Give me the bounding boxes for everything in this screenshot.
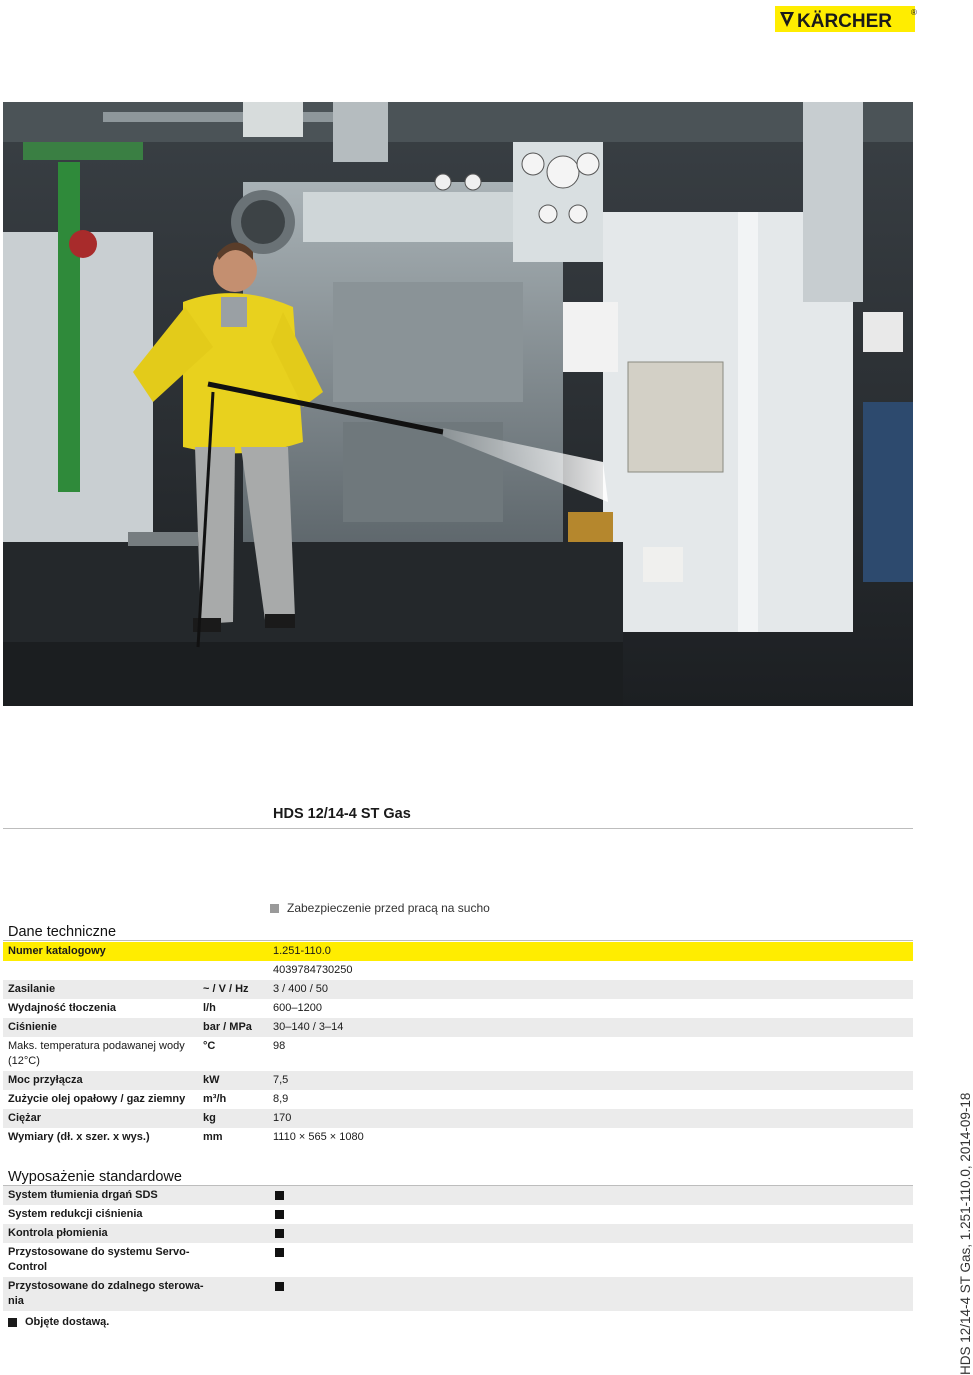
spec-row bbox=[3, 1071, 913, 1090]
spec-label: Ciśnienie bbox=[8, 1021, 57, 1033]
legend bbox=[8, 1316, 109, 1328]
included-marker-icon bbox=[275, 1229, 284, 1238]
equipment-item bbox=[3, 1224, 913, 1243]
equipment-label: System tłumienia drgań SDS bbox=[8, 1189, 158, 1201]
included-marker-icon bbox=[275, 1210, 284, 1219]
equipment-label: Przystosowane do zdalnego sterowa- bbox=[8, 1280, 204, 1292]
spec-value: 30–140 / 3–14 bbox=[273, 1021, 344, 1033]
spec-row bbox=[3, 1018, 913, 1037]
catalog-label: Numer katalogowy bbox=[8, 945, 106, 957]
spec-unit: kg bbox=[203, 1112, 216, 1124]
included-marker-icon bbox=[8, 1318, 17, 1327]
spec-label: Wymiary (dł. x szer. x wys.) bbox=[8, 1131, 150, 1143]
spec-value: 170 bbox=[273, 1112, 292, 1124]
feature-text: Zabezpieczenie przed pracą na sucho bbox=[287, 901, 490, 915]
spec-label: Zasilanie bbox=[8, 983, 56, 995]
spec-label-cont: (12°C) bbox=[8, 1055, 40, 1067]
spec-unit: ~ / V / Hz bbox=[203, 983, 249, 995]
spec-row bbox=[3, 1128, 913, 1147]
spec-label: Maks. temperatura podawanej wody bbox=[8, 1040, 185, 1052]
equipment-item bbox=[3, 1205, 913, 1224]
ean-value: 4039784730250 bbox=[273, 964, 353, 976]
spec-row bbox=[3, 1090, 913, 1109]
catalog-value: 1.251-110.0 bbox=[273, 945, 331, 957]
spec-row bbox=[3, 980, 913, 999]
spec-row bbox=[3, 1037, 913, 1071]
registered-mark: ® bbox=[911, 8, 917, 17]
equipment-title: Wyposażenie standardowe bbox=[8, 1169, 182, 1185]
spec-label: Moc przyłącza bbox=[8, 1074, 83, 1086]
spec-unit: mm bbox=[203, 1131, 223, 1143]
ean-row bbox=[3, 961, 913, 980]
spec-unit: kW bbox=[203, 1074, 220, 1086]
spec-unit: m³/h bbox=[203, 1093, 227, 1105]
equipment-label-cont: Control bbox=[8, 1261, 48, 1273]
spec-value: 98 bbox=[273, 1040, 286, 1052]
spec-row bbox=[3, 999, 913, 1018]
spec-label: Ciężar bbox=[8, 1112, 42, 1124]
spec-label: Zużycie olej opałowy / gaz ziemny bbox=[8, 1093, 186, 1105]
equipment-label: Kontrola płomienia bbox=[8, 1227, 108, 1239]
bullet-square-icon bbox=[270, 904, 279, 913]
spec-value: 8,9 bbox=[273, 1093, 289, 1105]
spec-row bbox=[3, 1109, 913, 1128]
spec-value: 7,5 bbox=[273, 1074, 289, 1086]
equipment-label: System redukcji ciśnienia bbox=[8, 1208, 143, 1220]
spec-unit: °C bbox=[203, 1040, 216, 1052]
spec-value: 1110 × 565 × 1080 bbox=[273, 1131, 364, 1143]
included-marker-icon bbox=[275, 1248, 284, 1257]
karcher-logo bbox=[775, 4, 919, 34]
included-marker-icon bbox=[275, 1191, 284, 1200]
equipment-label: Przystosowane do systemu Servo- bbox=[8, 1246, 190, 1258]
spec-unit: l/h bbox=[203, 1002, 216, 1014]
spec-value: 3 / 400 / 50 bbox=[273, 983, 329, 995]
feature-bullet bbox=[270, 901, 490, 915]
spec-value: 600–1200 bbox=[273, 1002, 322, 1014]
specs-title: Dane techniczne bbox=[8, 924, 117, 940]
equipment-item bbox=[3, 1277, 913, 1311]
equipment-item bbox=[3, 1243, 913, 1277]
legend-text: Objęte dostawą. bbox=[25, 1316, 110, 1328]
title-divider bbox=[3, 828, 913, 829]
spec-unit: bar / MPa bbox=[203, 1021, 252, 1033]
logo-wordmark: KÄRCHER bbox=[797, 11, 892, 32]
equipment-label-cont: nia bbox=[8, 1295, 24, 1307]
operator-cleaning-engine-photo bbox=[3, 102, 913, 706]
catalog-number-row bbox=[3, 942, 913, 961]
specs-divider bbox=[3, 940, 913, 941]
equipment-item bbox=[3, 1186, 913, 1205]
included-marker-icon bbox=[275, 1282, 284, 1291]
spec-label: Wydajność tłoczenia bbox=[8, 1002, 116, 1014]
vertical-footer-text: HDS 12/14-4 ST Gas, 1.251-110.0, 2014-09-18 bbox=[958, 1092, 973, 1375]
model-title: HDS 12/14-4 ST Gas bbox=[273, 806, 411, 822]
